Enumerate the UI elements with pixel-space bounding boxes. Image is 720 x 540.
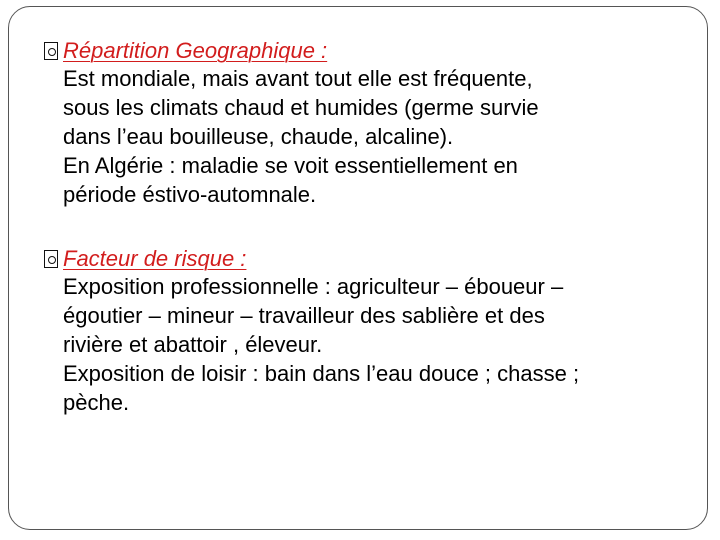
checkbox-bullet-icon (44, 42, 58, 60)
body-line: pèche. (63, 390, 130, 415)
body-line: Exposition de loisir : bain dans l’eau douce ; chasse ; (63, 361, 580, 386)
body-line: Exposition professionnelle : agriculteur – éboueur – (63, 274, 564, 299)
body-line: dans l’eau bouilleuse, chaude, alcaline). (63, 124, 454, 149)
body-line: égoutier – mineur – travailleur des sablière et des (63, 303, 545, 328)
section-repartition-geographique (44, 38, 684, 209)
section-heading-row (44, 246, 684, 272)
section-body (63, 64, 684, 209)
section-heading: Répartition Geographique : (63, 38, 328, 63)
body-line: rivière et abattoir , éleveur. (63, 332, 323, 357)
body-line: Est mondiale, mais avant tout elle est fréquente, (63, 66, 533, 91)
section-heading: Facteur de risque : (63, 246, 247, 271)
section-heading-row (44, 38, 684, 64)
section-facteur-de-risque (44, 246, 684, 417)
body-line: sous les climats chaud et humides (germe survie (63, 95, 539, 120)
body-line: En Algérie : maladie se voit essentiellement en (63, 153, 518, 178)
checkbox-bullet-icon (44, 250, 58, 268)
section-body (63, 272, 684, 417)
body-line: période éstivo-automnale. (63, 182, 317, 207)
